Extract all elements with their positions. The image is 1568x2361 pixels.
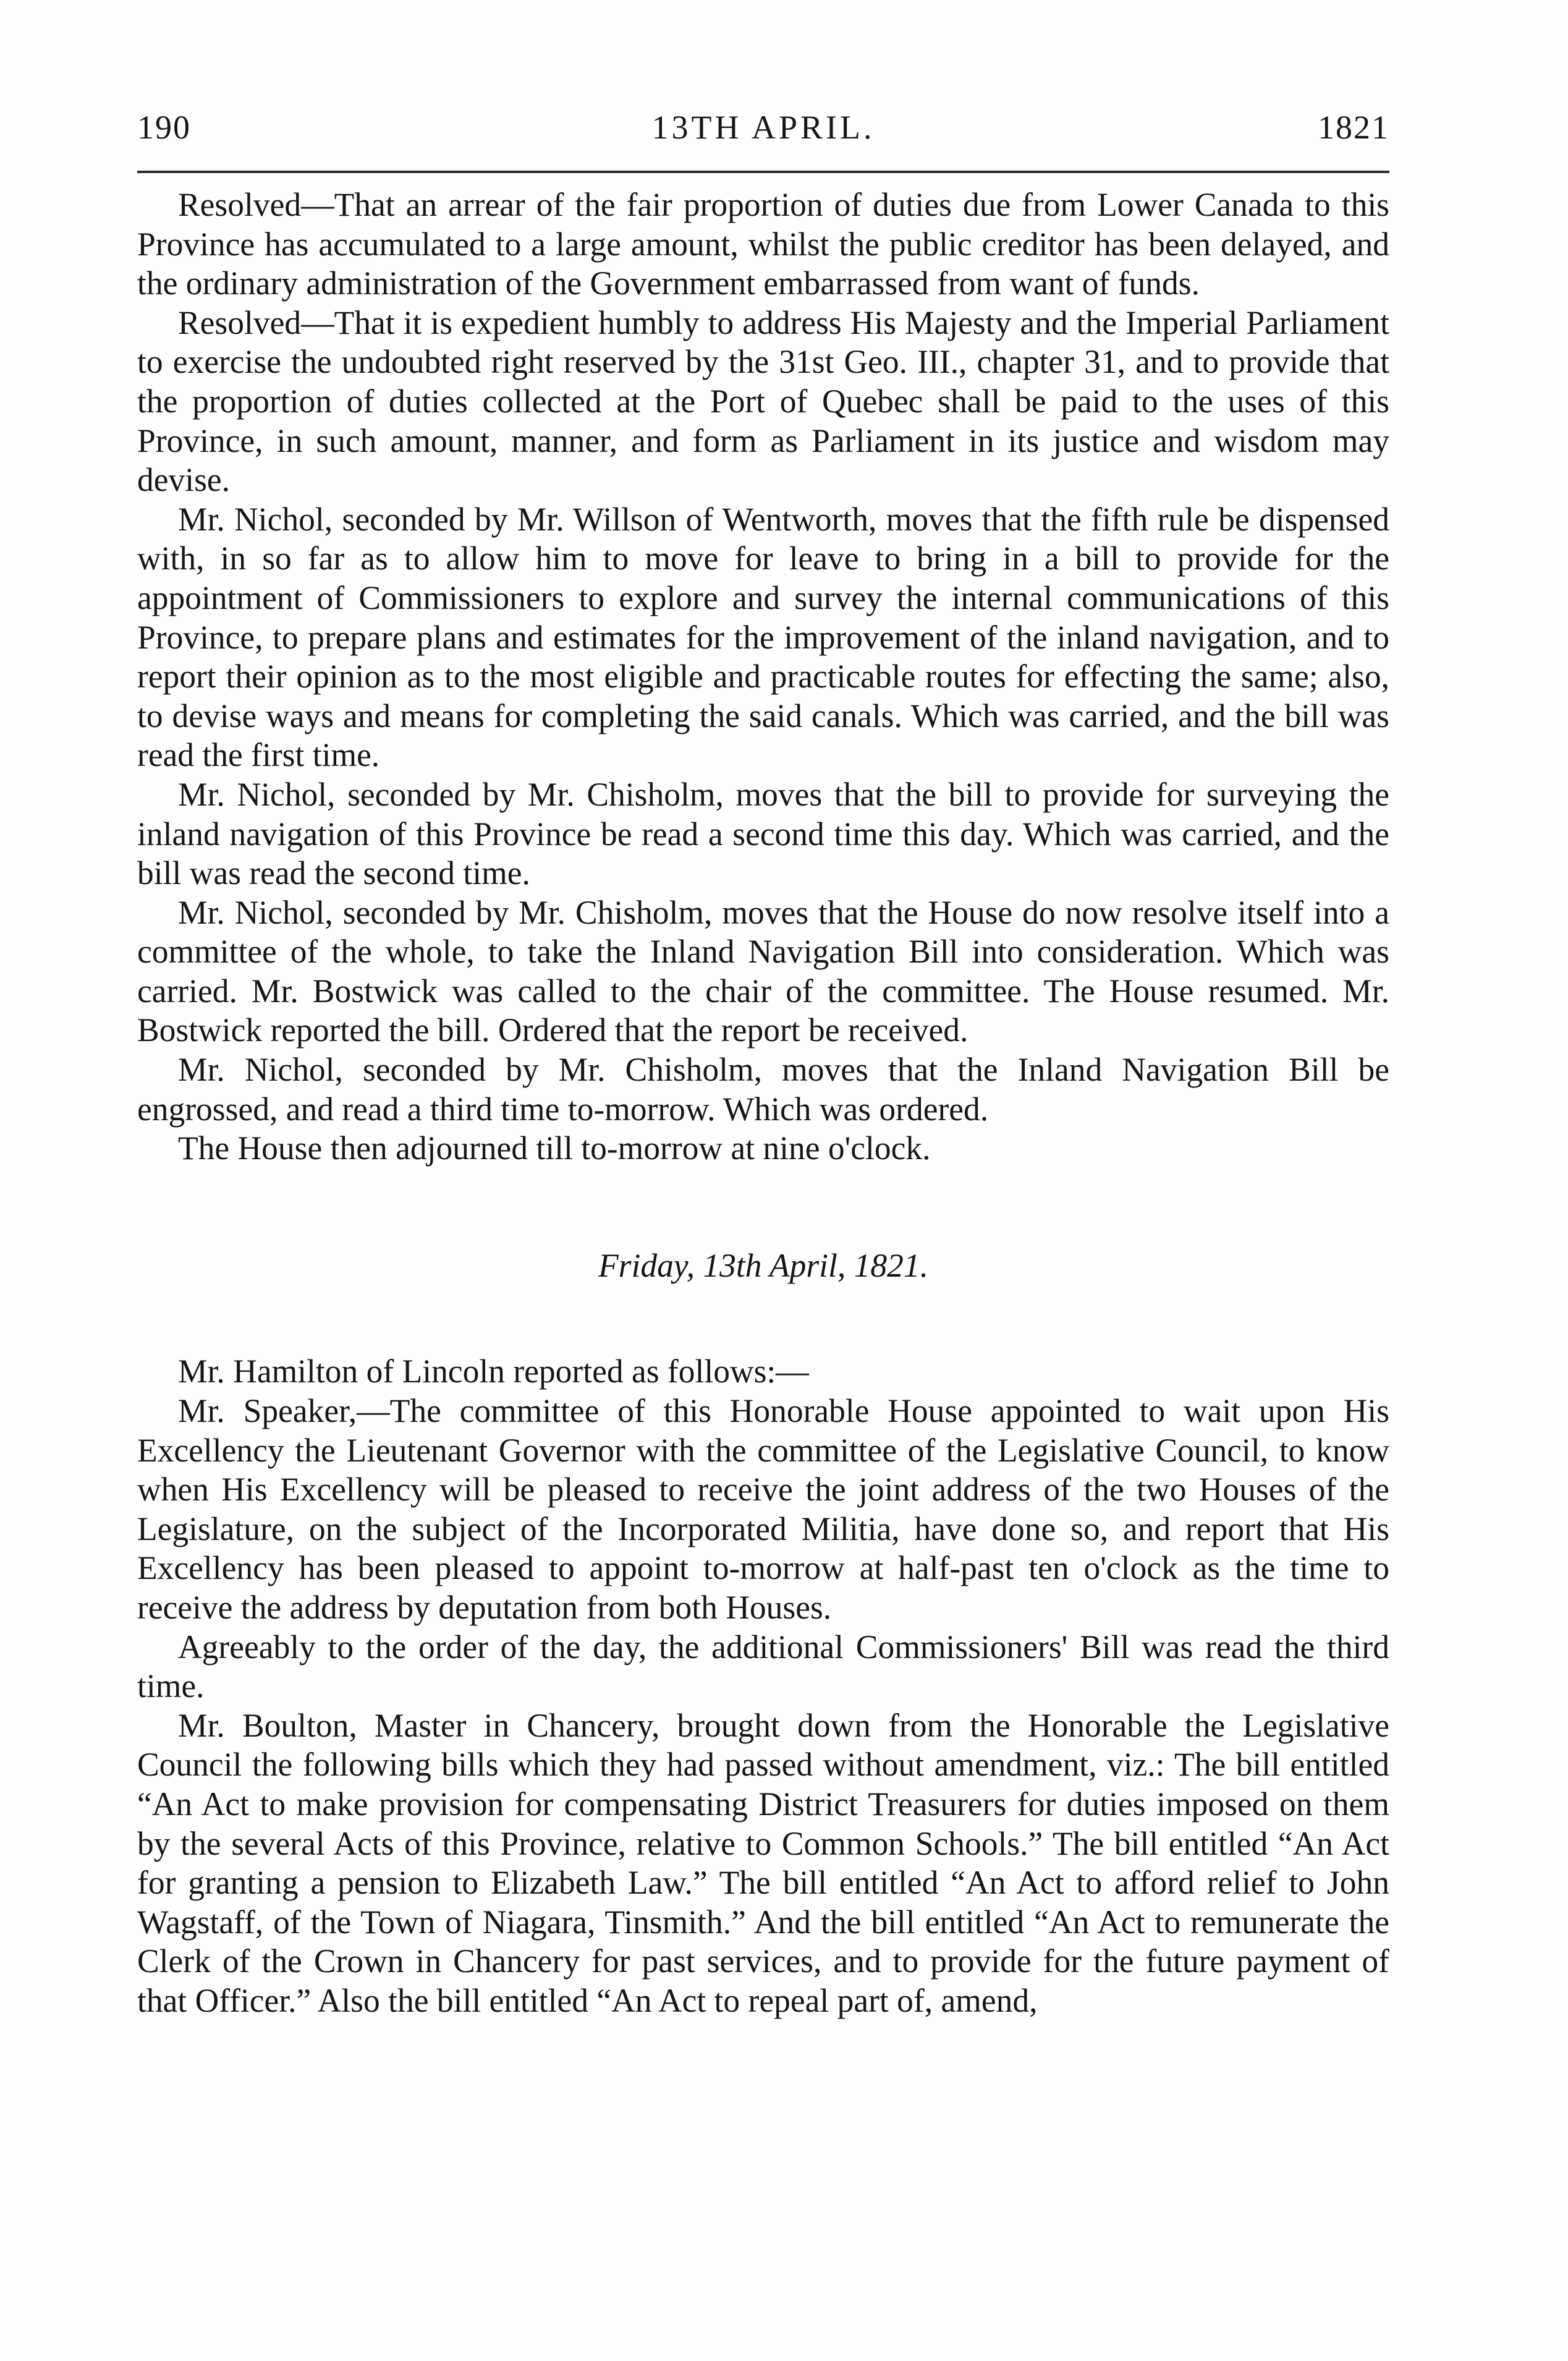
page-number: 190	[137, 109, 191, 146]
paragraph: Mr. Nichol, seconded by Mr. Chisholm, moves that the House do now resolve itself into a committee of the whole, to take the Inland Navigation Bill into consideration. Which was carried. Mr. Bostwick was called to the chair of the committee. The House resumed. Mr. Bostwick reported the bill. Ordered that the report be received.	[137, 893, 1389, 1049]
header-year: 1821	[1318, 109, 1389, 146]
paragraph: Mr. Boulton, Master in Chancery, brought down from the Honorable the Legislative Council the following bills which they had passed without amendment, viz.: The bill entitled “An Act to make provision for compensating District Treasurers for duties imposed on them by the several Acts of this Province, relative to Common Schools.” The bill entitled “An Act for granting a pension to Elizabeth Law.” The bill entitled “An Act to afford relief to John Wagstaff, of the Town of Niagara, Tinsmith.” And the bill entitled “An Act to remunerate the Clerk of the Crown in Chancery for past services, and to provide for the future payment of that Officer.” Also the bill entitled “An Act to repeal part of, amend,	[137, 1706, 1389, 2019]
paragraph: Resolved—That an arrear of the fair proportion of duties due from Lower Canada to this Province has accumulated to a large amount, whilst the public creditor has been delayed, and the ordinary administration of the Government embarrassed from want of funds.	[137, 186, 1389, 302]
paragraph: The House then adjourned till to-morrow at nine o'clock.	[178, 1129, 931, 1167]
date-heading: Friday, 13th April, 1821.	[598, 1246, 929, 1284]
paragraph: Mr. Nichol, seconded by Mr. Chisholm, moves that the bill to provide for surveying the inland navigation of this Province be read a second time this day. Which was carried, and the bill was read the second time.	[137, 775, 1389, 892]
paragraph: Mr. Hamilton of Lincoln reported as follows:—	[178, 1353, 809, 1390]
paragraph: Resolved—That it is expedient humbly to address His Majesty and the Imperial Parliament to exercise the undoubted right reserved by the 31st Geo. III., chapter 31, and to provide that the proportion of duties collected at the Port of Quebec shall be paid to the uses of this Province, in such amount, manner, and form as Parliament in its justice and wisdom may devise.	[137, 304, 1389, 499]
paragraph: Agreeably to the order of the day, the additional Commissioners' Bill was read the third time.	[137, 1628, 1389, 1705]
running-header	[137, 108, 1389, 158]
paragraph: Mr. Speaker,—The committee of this Honorable House appointed to wait upon His Excellency the Lieutenant Governor with the committee of the Legislative Council, to know when His Excellency will be pleased to receive the joint address of the two Houses of the Legislature, on the subject of the Incorporated Militia, have done so, and report that His Excellency has been pleased to appoint to-morrow at half-past ten o'clock as the time to receive the address by deputation from both Houses.	[137, 1392, 1389, 1626]
running-title: 13TH APRIL.	[651, 109, 875, 146]
header-rule	[137, 171, 1389, 173]
paragraph: Mr. Nichol, seconded by Mr. Chisholm, moves that the Inland Navigation Bill be engrossed, and read a third time to-morrow. Which was ordered.	[137, 1051, 1389, 1128]
paragraph: Mr. Nichol, seconded by Mr. Willson of Wentworth, moves that the fifth rule be dispensed with, in so far as to allow him to move for leave to bring in a bill to provide for the appointment of Commissioners to explore and survey the internal communications of this Province, to prepare plans and estimates for the improvement of the inland navigation, and to report their opinion as to the most eligible and practicable routes for effecting the same; also, to devise ways and means for completing the said canals. Which was carried, and the bill was read the first time.	[137, 500, 1389, 774]
page-body	[137, 185, 1389, 2021]
